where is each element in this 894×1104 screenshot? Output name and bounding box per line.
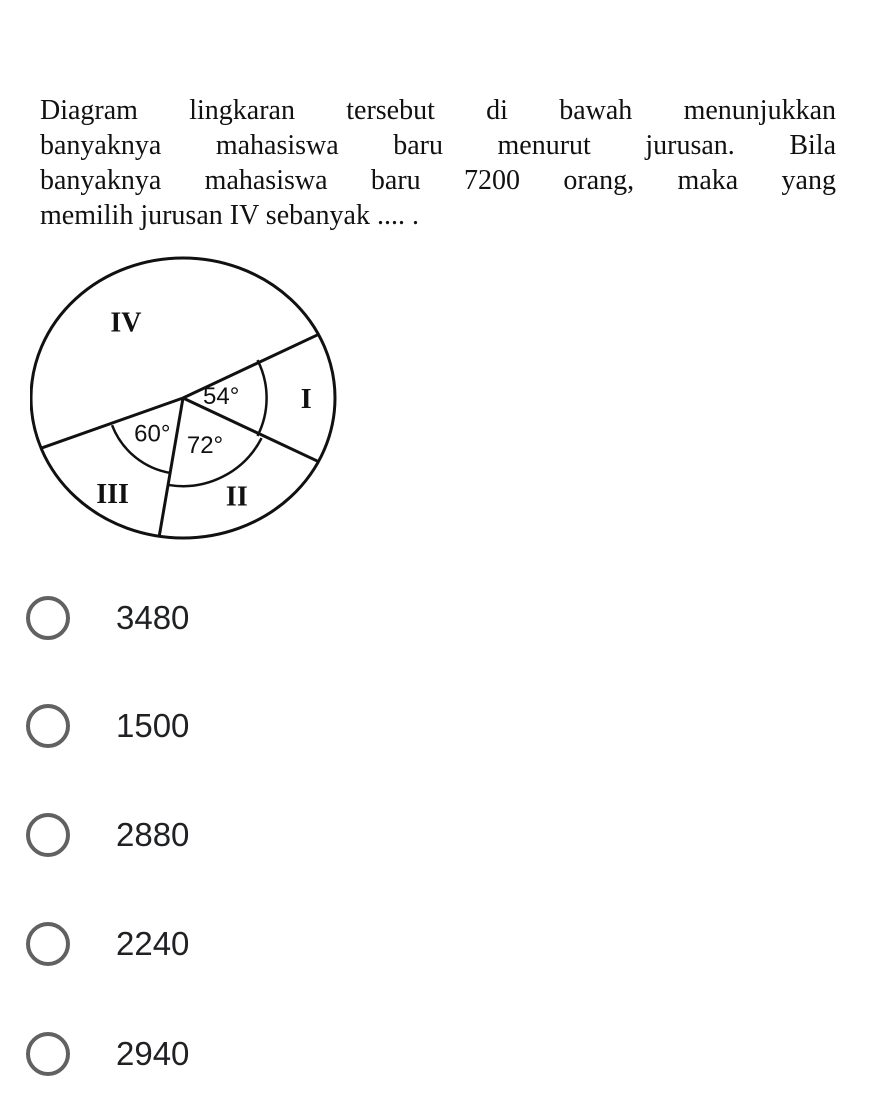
option-label: 1500: [116, 707, 190, 744]
option-label: 2240: [116, 925, 190, 962]
option-5[interactable]: [26, 1004, 626, 1104]
question-line-1: Diagram lingkaran tersebut di bawah menunjukkan: [40, 95, 836, 126]
slice-label: IV: [110, 307, 142, 339]
slice-label: II: [225, 481, 248, 513]
option-label: 3480: [116, 599, 190, 636]
pie-layer: [31, 258, 335, 538]
angle-label: 54°: [203, 383, 240, 410]
question-line-3: banyaknya mahasiswa baru 7200 orang, maka yang: [40, 165, 836, 196]
slice-label: III: [96, 479, 129, 511]
radio-button[interactable]: [26, 922, 70, 966]
option-label: 2940: [116, 1035, 190, 1072]
question-line-2: banyaknya mahasiswa baru menurut jurusan. Bila: [40, 130, 836, 161]
angle-label: 72°: [186, 432, 224, 460]
slice-label: I: [300, 384, 312, 415]
option-label: 2880: [116, 816, 190, 853]
angle-label: 60°: [134, 420, 171, 448]
question-line-4: memilih jurusan IV sebanyak .... .: [40, 200, 419, 231]
radio-button[interactable]: [26, 596, 70, 640]
option-4[interactable]: [26, 894, 626, 994]
option-3[interactable]: [26, 785, 626, 885]
option-2[interactable]: [26, 676, 626, 776]
question-text: [40, 93, 836, 233]
radio-button[interactable]: [26, 1032, 70, 1076]
pie-diagram: [30, 250, 360, 560]
option-1[interactable]: [26, 568, 626, 668]
radio-button[interactable]: [26, 704, 70, 748]
radio-button[interactable]: [26, 813, 70, 857]
